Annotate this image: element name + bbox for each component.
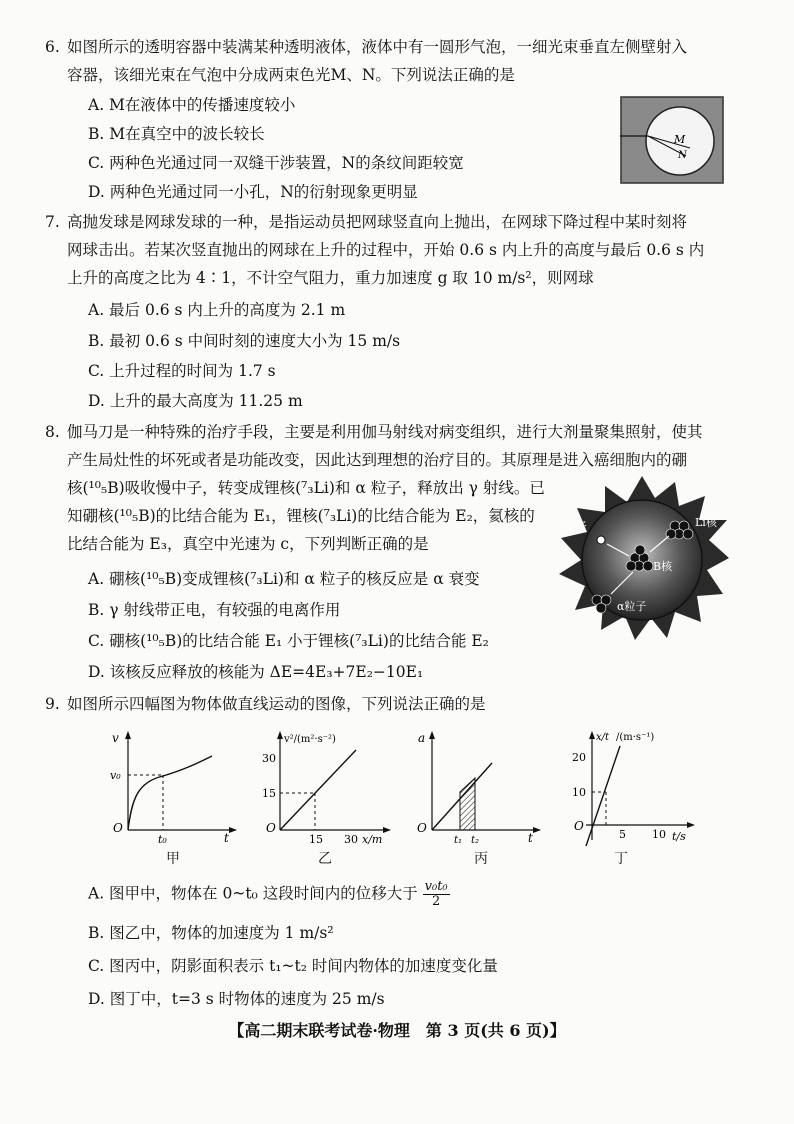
q7-option-d: D. 上升的最大高度为 11.25 m xyxy=(88,392,303,410)
q9-stem xyxy=(45,690,732,718)
q8-option-d: D. 该核反应释放的核能为 ΔE=4E₃+7E₂−10E₁ xyxy=(88,663,424,681)
graph-yi xyxy=(262,728,392,848)
page-footer: 【高二期末联考试卷·物理 第 3 页(共 6 页)】 xyxy=(228,1021,566,1040)
q8-stem-line2: 产生局灶性的坏死或者是功能改变，因此达到理想的治疗目的。其原理是进入癌细胞内的硼 xyxy=(67,451,688,469)
jia-origin: O xyxy=(113,821,123,835)
yi-tick-15: 15 xyxy=(262,787,276,800)
q9-option-d: D. 图丁中，t=3 s 时物体的速度为 25 m/s xyxy=(88,990,385,1008)
q9-stem-text: 如图所示四幅图为物体做直线运动的图像，下列说法正确的是 xyxy=(67,695,486,713)
q8-number: 8. xyxy=(45,423,60,441)
graph-bing xyxy=(412,728,542,848)
jia-x-arrow xyxy=(229,827,237,833)
q9-number: 9. xyxy=(45,695,60,713)
yi-caption: 乙 xyxy=(318,851,332,867)
q7-option-c: C. 上升过程的时间为 1.7 s xyxy=(88,362,276,380)
ding-origin: O xyxy=(574,819,584,833)
q8-option-a: A. 硼核(¹⁰₅B)变成锂核(⁷₃Li)和 α 粒子的核反应是 α 衰变 xyxy=(88,570,480,588)
yi-line xyxy=(280,750,356,830)
jia-t0-label: t₀ xyxy=(158,833,167,846)
q8-stem-line5: 比结合能为 E₃，真空中光速为 c，下列判断正确的是 xyxy=(67,535,429,553)
yi-origin: O xyxy=(266,821,276,835)
yi-tick-30: 30 xyxy=(262,752,276,765)
neutron-label: 中子 xyxy=(565,520,587,533)
q7-number: 7. xyxy=(45,213,60,231)
ding-xtick-10: 10 xyxy=(652,828,666,841)
q9-fraction-numerator: v₀t₀ xyxy=(424,879,448,894)
bing-t2-label: t₂ xyxy=(471,835,480,846)
q8-stem-line3: 核(¹⁰₅B)吸收慢中子，转变成锂核(⁷₃Li)和 α 粒子，释放出 γ 射线。已 xyxy=(67,479,545,497)
yi-xtick-15: 15 xyxy=(309,833,323,846)
li-label: Li核 xyxy=(695,516,717,529)
bing-x-label: t xyxy=(528,831,533,845)
q6-option-a: A. M在液体中的传播速度较小 xyxy=(88,96,296,114)
label-n: N xyxy=(678,150,687,161)
q9-option-a-fraction xyxy=(423,880,450,909)
q6-stem-line2: 容器，该细光束在气泡中分成两束色光M、N。下列说法正确的是 xyxy=(67,66,515,84)
bing-caption: 丙 xyxy=(474,851,488,867)
ding-x-arrow xyxy=(687,822,695,828)
q8-stem-line4: 知硼核(¹⁰₅B)的比结合能为 E₁，锂核(⁷₃Li)的比结合能为 E₂，氦核的 xyxy=(67,507,535,525)
ding-caption: 丁 xyxy=(614,851,628,867)
ding-y-unit: /(m·s⁻¹) xyxy=(616,732,655,743)
graph-ding xyxy=(566,728,696,848)
bing-t1-label: t₁ xyxy=(454,835,463,846)
q9-option-c: C. 图丙中，阴影面积表示 t₁~t₂ 时间内物体的加速度变化量 xyxy=(88,957,498,975)
bing-y-label: a xyxy=(418,731,426,745)
jia-curve xyxy=(128,756,212,830)
ding-tick-20: 20 xyxy=(572,751,586,764)
q6-stem xyxy=(45,33,732,89)
q7-stem xyxy=(45,208,732,292)
yi-y-label: v²/(m²·s⁻²) xyxy=(284,734,336,745)
jia-y-label: v xyxy=(112,731,119,745)
label-m: M xyxy=(674,133,686,146)
q6-option-c: C. 两种色光通过同一双缝干涉装置，N的条纹间距较宽 xyxy=(88,154,464,172)
alpha-label: α粒子 xyxy=(617,600,647,613)
yi-xtick-30: 30 xyxy=(344,833,358,846)
yi-x-label: x/m xyxy=(362,833,383,846)
ding-tick-10: 10 xyxy=(572,786,586,799)
neutron-particle xyxy=(597,536,605,544)
ding-y-label: x/t xyxy=(596,732,610,743)
q7-stem-line3: 上升的高度之比为 4∶1，不计空气阻力，重力加速度 g 取 10 m/s²，则网球 xyxy=(67,269,594,287)
q8-cancer-cell-figure xyxy=(555,474,730,642)
jia-x-label: t xyxy=(224,831,229,845)
q8-option-b: B. γ 射线带正电，有较强的电离作用 xyxy=(88,601,341,619)
q6-number: 6. xyxy=(45,38,60,56)
q6-option-d: D. 两种色光通过同一小孔，N的衍射现象更明显 xyxy=(88,183,418,201)
q9-fraction-denominator: 2 xyxy=(432,894,441,909)
q7-option-b: B. 最初 0.6 s 中间时刻的速度大小为 15 m/s xyxy=(88,332,401,350)
q9-option-a-text: A. 图甲中，物体在 0~t₀ 这段时间内的位移大于 xyxy=(88,884,418,903)
q9-option-a xyxy=(88,880,450,909)
jia-caption: 甲 xyxy=(166,851,180,867)
q7-stem-line2: 网球击出。若某次竖直抛出的网球在上升的过程中，开始 0.6 s 内上升的高度与最后 0.6 s 内 xyxy=(67,241,705,259)
ding-line xyxy=(586,746,620,846)
ding-xtick-5: 5 xyxy=(619,828,626,841)
yi-x-arrow xyxy=(383,827,391,833)
q8-stem-line1: 伽马刀是一种特殊的治疗手段，主要是利用伽马射线对病变组织，进行大剂量聚集照射，使其 xyxy=(67,423,703,441)
graph-jia xyxy=(108,728,238,848)
bing-origin: O xyxy=(417,821,427,835)
q7-stem-line1: 高抛发球是网球发球的一种，是指运动员把网球竖直向上抛出，在网球下降过程中某时刻将 xyxy=(67,213,688,231)
ding-x-label: t/s xyxy=(672,830,686,843)
bing-y-arrow xyxy=(429,731,435,739)
ding-y-arrow xyxy=(589,731,595,739)
bing-shaded-area xyxy=(460,778,475,830)
jia-v0-label: v₀ xyxy=(110,769,121,782)
yi-y-arrow xyxy=(277,731,283,739)
q6-stem-line1: 如图所示的透明容器中装满某种透明液体，液体中有一圆形气泡，一细光束垂直左侧壁射入 xyxy=(67,38,688,56)
q8-option-c: C. 硼核(¹⁰₅B)的比结合能 E₁ 小于锂核(⁷₃Li)的比结合能 E₂ xyxy=(88,632,489,650)
b-label: B核 xyxy=(653,560,673,573)
jia-y-arrow xyxy=(125,731,131,739)
q7-option-a: A. 最后 0.6 s 内上升的高度为 2.1 m xyxy=(88,301,346,319)
q9-option-b: B. 图乙中，物体的加速度为 1 m/s² xyxy=(88,924,334,942)
q6-container-figure xyxy=(620,96,724,184)
bing-x-arrow xyxy=(533,827,541,833)
q6-option-b: B. M在真空中的波长较长 xyxy=(88,125,265,143)
